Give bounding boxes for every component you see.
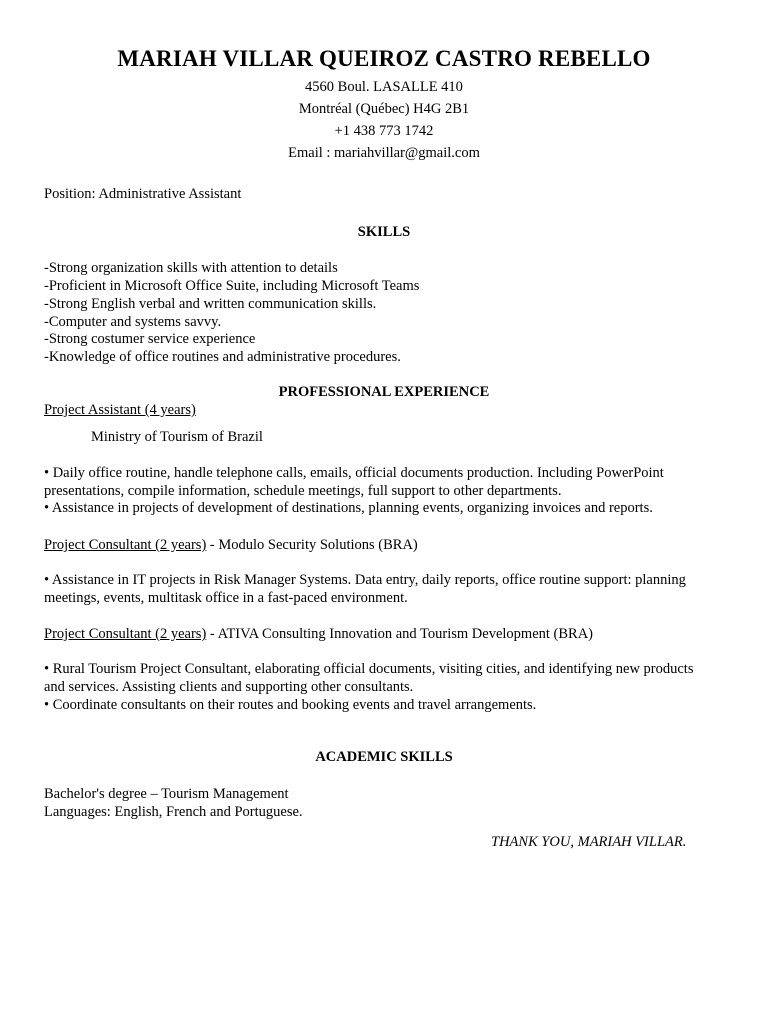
closing-line: THANK YOU, MARIAH VILLAR.: [491, 834, 687, 850]
email-line: Email : mariahvillar@gmail.com: [288, 145, 480, 161]
job-organization: - ATIVA Consulting Innovation and Tourism Development (BRA): [206, 626, 594, 642]
job-header: [44, 626, 593, 643]
job-title: Project Consultant (2 years): [44, 626, 207, 642]
job-title: Project Consultant (2 years): [44, 537, 207, 553]
skill-item: -Strong English verbal and written communication skills.: [44, 296, 377, 312]
job-detail-line: • Assistance in projects of development of destinations, planning events, organizing invoices and reports.: [44, 500, 653, 516]
city-line: Montréal (Québec) H4G 2B1: [298, 101, 470, 117]
job-detail-line: meetings, events, multitask office in a fast-paced environment.: [44, 590, 408, 606]
job-detail-line: • Daily office routine, handle telephone calls, emails, official documents production. Including PowerPoint: [44, 465, 664, 481]
skill-item: -Strong organization skills with attention to details: [44, 260, 338, 276]
position-line: Position: Administrative Assistant: [44, 186, 242, 202]
skill-item: -Knowledge of office routines and administrative procedures.: [44, 349, 401, 365]
skill-item: -Computer and systems savvy.: [44, 314, 222, 330]
job-detail-line: presentations, compile information, schedule meetings, full support to other departments.: [44, 483, 562, 499]
candidate-name: MARIAH VILLAR QUEIROZ CASTRO REBELLO: [117, 46, 651, 71]
experience-heading: PROFESSIONAL EXPERIENCE: [278, 384, 490, 400]
skill-item: -Proficient in Microsoft Office Suite, including Microsoft Teams: [44, 278, 420, 294]
job-detail-line: and services. Assisting clients and supporting other consultants.: [44, 679, 414, 695]
job-title: Project Assistant (4 years): [44, 402, 196, 418]
job-organization: Ministry of Tourism of Brazil: [91, 429, 263, 445]
languages-line: Languages: English, French and Portuguese.: [44, 804, 303, 820]
skills-heading: SKILLS: [357, 224, 411, 240]
job-header: [44, 537, 418, 554]
job-detail-line: • Coordinate consultants on their routes and booking events and travel arrangements.: [44, 697, 537, 713]
job-detail-line: • Rural Tourism Project Consultant, elaborating official documents, visiting cities, and identifying new products: [44, 661, 694, 677]
address-line: 4560 Boul. LASALLE 410: [305, 79, 463, 95]
job-organization: - Modulo Security Solutions (BRA): [206, 537, 418, 553]
skill-item: -Strong costumer service experience: [44, 331, 256, 347]
job-detail-line: • Assistance in IT projects in Risk Manager Systems. Data entry, daily reports, office routine support: planning: [44, 572, 686, 588]
phone-line: +1 438 773 1742: [334, 123, 434, 139]
academic-heading: ACADEMIC SKILLS: [315, 749, 453, 765]
degree-line: Bachelor's degree – Tourism Management: [44, 786, 289, 802]
